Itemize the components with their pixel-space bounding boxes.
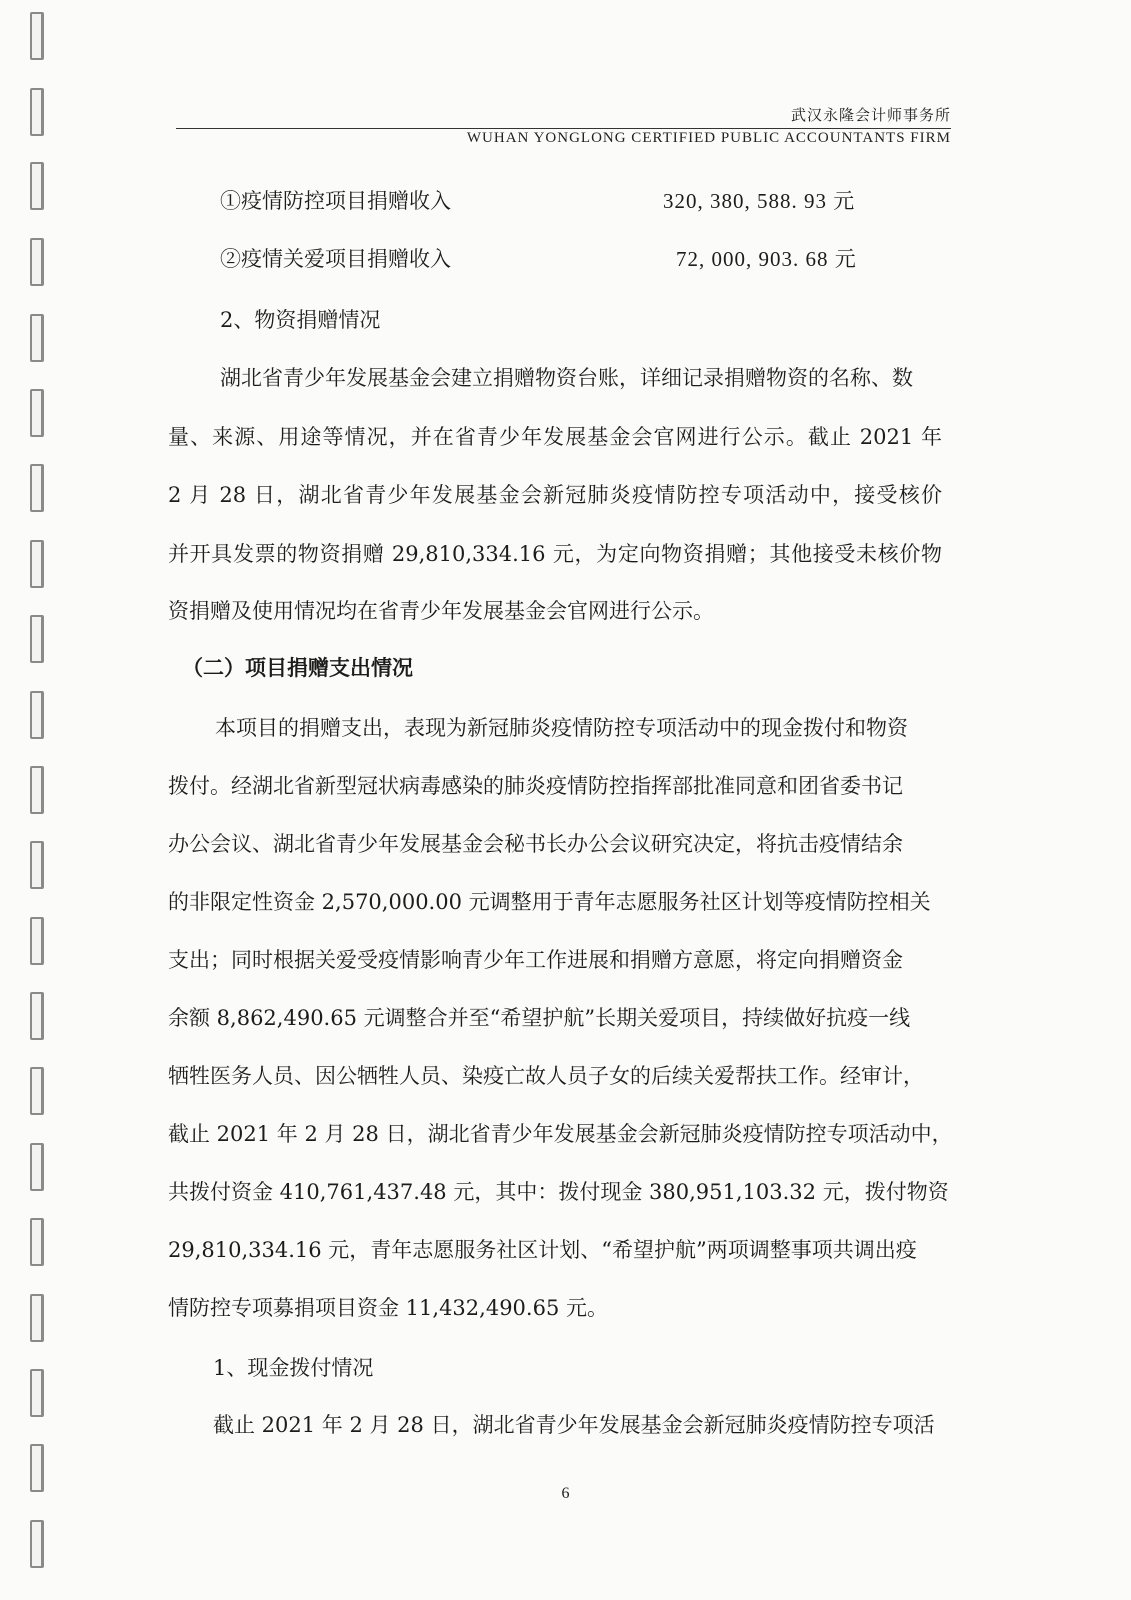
section-heading: 1、现金拨付情况 [213,1356,374,1380]
paragraph-line: 办公会议、湖北省青少年发展基金会秘书长办公会议研究决定，将抗击疫情结余 [168,832,903,856]
firm-name-en: WUHAN YONGLONG CERTIFIED PUBLIC ACCOUNTANTS FIRM [466,130,951,146]
income-item-amount: 320, 380, 588. 93 元 [663,189,856,213]
binding-hole [30,1520,44,1568]
paragraph-line: 的非限定性资金 2,570,000.00 元调整用于青年志愿服务社区计划等疫情防控相关 [168,890,931,914]
paragraph-line: 本项目的捐赠支出，表现为新冠肺炎疫情防控专项活动中的现金拨付和物资 [215,716,908,740]
binding-hole [30,992,44,1040]
binding-hole [30,1369,44,1417]
binding-hole [30,314,44,362]
binding-hole [30,691,44,739]
paragraph-line: 余额 8,862,490.65 元调整合并至“希望护航”长期关爱项目，持续做好抗疫一线 [168,1006,911,1030]
paragraph-line: 并开具发票的物资捐赠 29,810,334.16 元，为定向物资捐赠；其他接受未核价物 [168,542,942,566]
paragraph-line: 截止 2021 年 2 月 28 日，湖北省青少年发展基金会新冠肺炎疫情防控专项活 [213,1413,935,1437]
binding-hole [30,464,44,512]
binding-hole [30,12,44,60]
paragraph-line: 29,810,334.16 元，青年志愿服务社区计划、“希望护航”两项调整事项共调出疫 [168,1238,917,1262]
paragraph-line: 牺牲医务人员、因公牺牲人员、染疫亡故人员子女的后续关爱帮扶工作。经审计， [168,1064,924,1088]
binding-hole [30,615,44,663]
binding-hole [30,1143,44,1191]
paragraph-line: 2 月 28 日，湖北省青少年发展基金会新冠肺炎疫情防控专项活动中，接受核价 [168,483,942,507]
binding-hole [30,1294,44,1342]
paragraph-line: 共拨付资金 410,761,437.48 元，其中：拨付现金 380,951,103.32 元，拨付物资 [168,1180,949,1204]
section-heading: 2、物资捐赠情况 [220,308,381,332]
paragraph-line: 湖北省青少年发展基金会建立捐赠物资台账，详细记录捐赠物资的名称、数 [220,366,913,390]
paragraph-line: 截止 2021 年 2 月 28 日，湖北省青少年发展基金会新冠肺炎疫情防控专项活动中， [168,1122,953,1146]
binding-hole [30,162,44,210]
paragraph-line: 量、来源、用途等情况，并在省青少年发展基金会官网进行公示。截止 2021 年 [168,425,942,449]
firm-name-cn: 武汉永隆会计师事务所 [790,106,951,124]
binding-hole [30,540,44,588]
income-item-amount: 72, 000, 903. 68 元 [676,247,857,271]
income-item-label: ②疫情关爱项目捐赠收入 [220,247,451,271]
page-header [176,104,951,147]
binding-hole [30,389,44,437]
binding-holes [30,0,50,1600]
paragraph-line: 情防控专项募捐项目资金 11,432,490.65 元。 [168,1296,608,1320]
binding-hole [30,1067,44,1115]
section-heading: （二）项目捐赠支出情况 [182,655,413,680]
income-item-label: ①疫情防控项目捐赠收入 [220,189,451,213]
binding-hole [30,766,44,814]
paragraph-line: 资捐赠及使用情况均在省青少年发展基金会官网进行公示。 [168,599,714,623]
page-number: 6 [561,1485,570,1502]
binding-hole [30,238,44,286]
binding-hole [30,1218,44,1266]
header-rule [176,128,951,129]
binding-hole [30,917,44,965]
paragraph-line: 支出；同时根据关爱受疫情影响青少年工作进展和捐赠方意愿，将定向捐赠资金 [168,948,903,972]
paragraph-line: 拨付。经湖北省新型冠状病毒感染的肺炎疫情防控指挥部批准同意和团省委书记 [168,774,903,798]
binding-hole [30,88,44,136]
binding-hole [30,841,44,889]
